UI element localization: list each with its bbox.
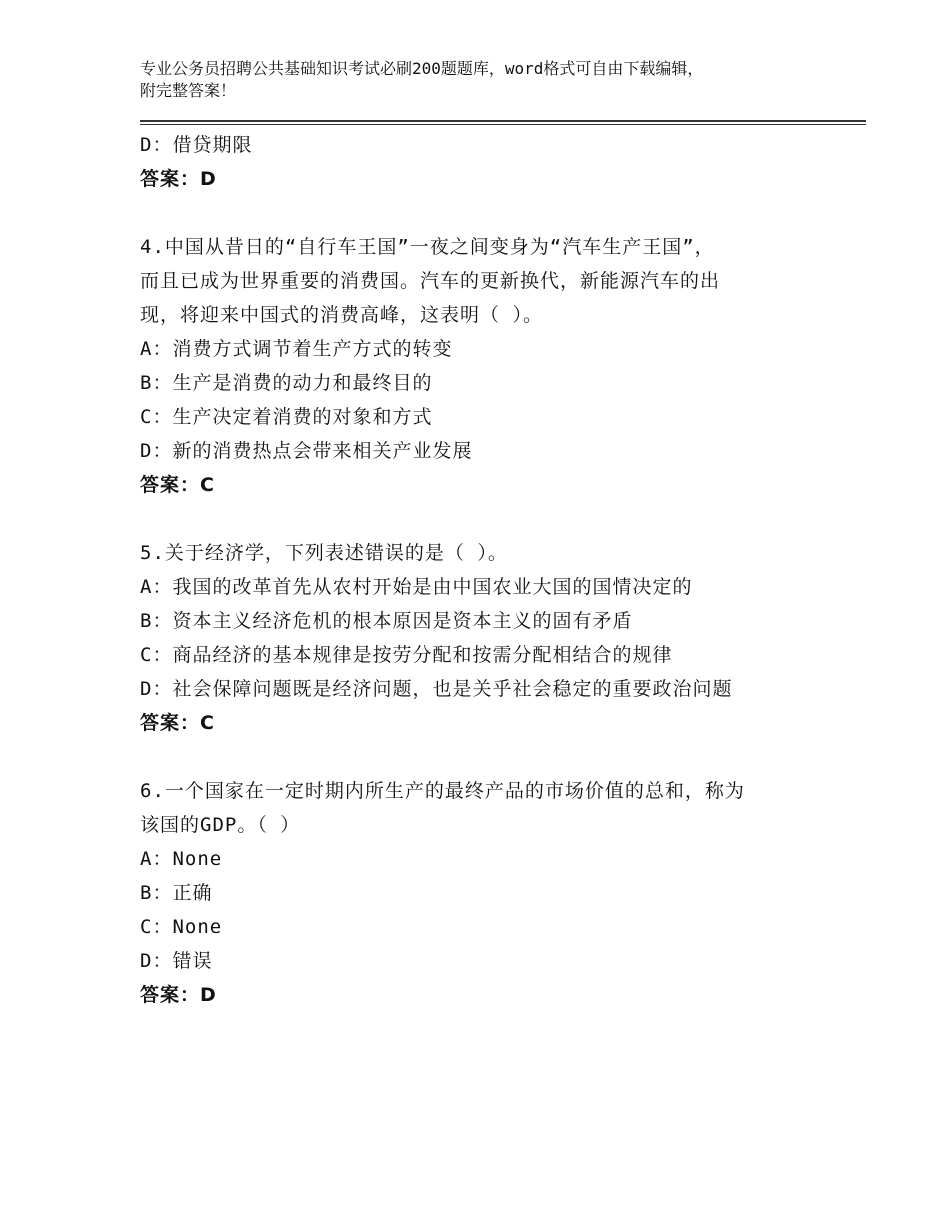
option-b: B：资本主义经济危机的根本原因是资本主义的固有矛盾: [140, 610, 633, 632]
option-b: B：正确: [140, 882, 213, 904]
question-6: [140, 774, 840, 1012]
page-header: [140, 58, 800, 102]
option-a: A：消费方式调节着生产方式的转变: [140, 338, 453, 360]
header-rule-thin: [140, 124, 866, 125]
question-content: [140, 128, 840, 1012]
question-stem-line: 4.中国从昔日的“自行车王国”一夜之间变身为“汽车生产王国”，: [140, 236, 715, 258]
option-d: D：新的消费热点会带来相关产业发展: [140, 440, 473, 462]
header-line-2: 附完整答案！: [140, 81, 237, 100]
option-c: C：商品经济的基本规律是按劳分配和按需分配相结合的规律: [140, 644, 673, 666]
spacer: [140, 196, 840, 230]
spacer: [140, 740, 840, 774]
question-stem-line: 现，将迎来中国式的消费高峰，这表明（ ）。: [140, 304, 543, 326]
answer: 答案：C: [140, 474, 215, 496]
question-4: [140, 230, 840, 502]
option-d: D：错误: [140, 950, 213, 972]
question-5: [140, 536, 840, 740]
option-a: A：我国的改革首先从农村开始是由中国农业大国的国情决定的: [140, 576, 693, 598]
question-stem-line: 该国的GDP。（ ）: [140, 814, 301, 836]
option-b: B：生产是消费的动力和最终目的: [140, 372, 433, 394]
question-stem-line: 而且已成为世界重要的消费国。汽车的更新换代，新能源汽车的出: [140, 270, 721, 292]
option-a: A：None: [140, 848, 223, 870]
answer: 答案：D: [140, 168, 217, 190]
spacer: [140, 502, 840, 536]
option-d: D：社会保障问题既是经济问题，也是关乎社会稳定的重要政治问题: [140, 678, 733, 700]
answer: 答案：C: [140, 712, 215, 734]
question-stem-line: 6.一个国家在一定时期内所生产的最终产品的市场价值的总和，称为: [140, 780, 745, 802]
header-rule-thick: [140, 120, 866, 122]
answer: 答案：D: [140, 984, 217, 1006]
option-c: C：None: [140, 916, 223, 938]
header-line-1: 专业公务员招聘公共基础知识考试必刷200题题库，word格式可自由下载编辑，: [140, 59, 704, 78]
question-stem-line: 5.关于经济学，下列表述错误的是（ ）。: [140, 542, 508, 564]
option-d: D：借贷期限: [140, 134, 253, 156]
option-c: C：生产决定着消费的对象和方式: [140, 406, 433, 428]
